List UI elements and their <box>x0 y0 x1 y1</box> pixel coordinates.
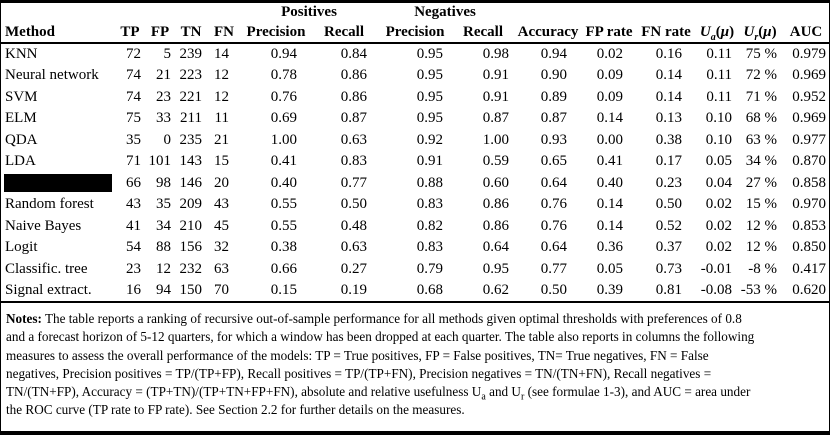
table-cell: 0.10 <box>705 110 733 127</box>
table-cell: 0.55 <box>270 196 297 213</box>
table-cell: 74 <box>126 88 141 105</box>
table-cell: 0.89 <box>540 88 568 105</box>
table-cell: -0.08 <box>697 280 737 302</box>
table-cell: -8 % <box>748 260 778 277</box>
table-cell: 0.04 <box>705 174 733 191</box>
table-cell: 0 <box>163 131 171 148</box>
table-cell: 75 % <box>745 46 778 62</box>
table-cell: 0.02 <box>705 239 733 256</box>
table-cell: 0.86 <box>482 217 510 234</box>
table-cell: 12 <box>156 260 171 277</box>
table-body <box>1 43 829 302</box>
table-cell: 143 <box>179 153 202 170</box>
table-row <box>1 280 829 302</box>
table-cell: 0.19 <box>311 280 377 302</box>
notes-line: the ROC curve (TP rate to FP rate). See Section 2.2 for further details on the measures. <box>6 402 465 418</box>
notes-line: measures to assess the overall performance of the models: TP = True positives, FP = False positives, TN= True negatives, FN = False <box>6 347 709 363</box>
notes-line: negatives, Precision positives = TP/(TP+FP), Recall positives = TP/(TP+FN), Precision negatives = TN/(TN+FN), Recall negatives = <box>6 365 712 381</box>
table-cell: 0.41 <box>270 153 297 170</box>
column-header: Recall <box>311 22 377 43</box>
table-cell: 0.64 <box>482 239 510 256</box>
table-cell: 209 <box>179 196 202 213</box>
table-cell: 0.95 <box>416 88 444 105</box>
table-cell: 0.60 <box>482 174 510 191</box>
table-cell: 150 <box>175 280 207 302</box>
table-row <box>1 130 829 152</box>
table-cell: 0.23 <box>655 174 683 191</box>
table-cell: 0.39 <box>583 280 635 302</box>
table-cell: 34 <box>156 217 171 234</box>
table-cell: -0.01 <box>700 260 733 277</box>
method-cell: KNN <box>5 46 38 62</box>
table-row <box>1 194 829 216</box>
notes-line <box>6 310 824 328</box>
table-cell: 0.15 <box>241 280 311 302</box>
table-cell: 223 <box>179 67 202 84</box>
table-cell: 54 <box>126 239 141 256</box>
table-row <box>1 65 829 87</box>
table-cell: 0.87 <box>540 110 568 127</box>
table-cell: 0.62 <box>453 280 513 302</box>
table-cell: 0.14 <box>596 196 624 213</box>
table-cell: 45 <box>214 217 229 234</box>
notes-line: TN/(TN+FP), Accuracy = (TP+TN)/(TP+TN+FP+FN), absolute and relative usefulness $U_a$ and $U_r$ (see formulae 1-3), and AUC = area under <box>6 384 751 402</box>
group-header-spacer <box>1 3 241 22</box>
table-cell: 43 <box>126 196 141 213</box>
table-cell: 0.37 <box>655 239 683 256</box>
table-cell: 15 <box>214 153 229 170</box>
notes-text-rest <box>6 328 824 419</box>
table-cell: 66 <box>126 174 141 191</box>
column-header: Precision <box>241 22 311 43</box>
table-cell: 23 <box>126 260 141 277</box>
table-cell: 0.05 <box>705 153 733 170</box>
table-cell: 0.850 <box>792 239 827 256</box>
table-cell: 75 <box>126 110 141 127</box>
table-cell: 15 % <box>745 196 778 213</box>
table-cell: 12 <box>214 88 229 105</box>
table-cell: 0.73 <box>655 260 683 277</box>
table-notes <box>1 303 829 420</box>
table-cell: 0.66 <box>270 260 297 277</box>
table-cell: 0.11 <box>706 46 733 62</box>
table-cell: 35 <box>156 196 171 213</box>
table-cell: 0.91 <box>416 153 444 170</box>
table-cell: 14 <box>214 46 229 62</box>
table-cell: 0.94 <box>270 46 297 62</box>
table-cell: 0.970 <box>792 196 827 213</box>
group-header-spacer <box>513 3 829 22</box>
table-cell: 221 <box>179 88 202 105</box>
table-cell: 0.36 <box>596 239 624 256</box>
column-header: TP <box>115 22 145 43</box>
table-cell: 35 <box>126 131 141 148</box>
table-cell: 0.95 <box>416 110 444 127</box>
table-row <box>1 43 829 65</box>
table-cell: 0.02 <box>596 46 624 62</box>
table-cell: 0.92 <box>416 131 444 148</box>
table-cell: 0.16 <box>655 46 683 62</box>
table-cell: 88 <box>156 239 171 256</box>
table-cell: 0.50 <box>513 280 583 302</box>
method-cell: ELM <box>5 110 37 127</box>
table-cell: 16 <box>115 280 145 302</box>
table-cell: 0.41 <box>596 153 624 170</box>
table-row <box>1 151 829 173</box>
table-row <box>1 87 829 109</box>
notes-label: Notes: <box>6 311 42 326</box>
column-header: Method <box>1 22 115 43</box>
column-header: AUC <box>783 22 829 43</box>
group-header-positives: Positives <box>281 4 337 20</box>
table-cell: 12 <box>214 67 229 84</box>
table-cell: 21 <box>214 131 229 148</box>
table-cell: 0.417 <box>792 260 827 277</box>
table-cell: 0.40 <box>270 174 297 191</box>
table-cell: 63 <box>214 260 229 277</box>
method-cell: Random forest <box>5 196 94 213</box>
table-row <box>1 173 829 195</box>
table-cell: 0.95 <box>416 46 444 62</box>
table-cell: 71 <box>126 153 141 170</box>
table-cell: 0.858 <box>792 174 827 191</box>
table-row <box>1 259 829 281</box>
table-cell: 0.86 <box>340 67 368 84</box>
table-cell: 0.14 <box>596 217 624 234</box>
table-cell: 1.00 <box>482 131 510 148</box>
table-cell: 5 <box>163 46 171 62</box>
table-cell: 0.14 <box>655 88 683 105</box>
table-cell: 0.09 <box>596 88 624 105</box>
table-cell: 0.95 <box>416 67 444 84</box>
table-cell: 101 <box>148 153 171 170</box>
table-cell: 232 <box>179 260 202 277</box>
table-cell: 74 <box>126 67 141 84</box>
method-cell: Logit <box>5 239 38 256</box>
table-cell: 0.11 <box>706 88 733 105</box>
table-cell: 0.853 <box>792 217 827 234</box>
table-cell: 0.83 <box>416 196 444 213</box>
table-cell: 0.38 <box>270 239 297 256</box>
column-header: TN <box>175 22 207 43</box>
table-cell: 0.14 <box>655 67 683 84</box>
table-cell: 12 % <box>745 217 778 234</box>
column-header: $U_a(\mu)$ <box>697 22 737 43</box>
method-cell: Neural network <box>5 67 99 84</box>
table-cell: 20 <box>214 174 229 191</box>
table-cell: 0.68 <box>377 280 453 302</box>
table-cell: 0.79 <box>416 260 444 277</box>
column-header: Precision <box>377 22 453 43</box>
table-cell: 0.02 <box>705 196 733 213</box>
notes-line: and a forecast horizon of 5-12 quarters, for which a window has been dropped at each quarter. The table also reports in columns the following <box>6 329 755 345</box>
table-cell: 0.870 <box>792 153 827 170</box>
table-cell: 0.05 <box>596 260 624 277</box>
table-cell: 70 <box>207 280 241 302</box>
table-cell: 0.76 <box>540 217 568 234</box>
table-cell: 0.13 <box>655 110 683 127</box>
table-cell: 63 % <box>745 131 778 148</box>
table-cell: 0.40 <box>596 174 624 191</box>
table-cell: 0.88 <box>416 174 444 191</box>
table-cell: 0.91 <box>482 88 510 105</box>
table-cell: 0.09 <box>596 67 624 84</box>
table-cell: 0.69 <box>270 110 297 127</box>
method-cell: QDA <box>5 131 38 148</box>
method-cell: LDA <box>5 153 36 170</box>
table-cell: 0.50 <box>340 196 368 213</box>
redaction-bar <box>4 174 112 192</box>
table-cell: 0.50 <box>655 196 683 213</box>
notes-text: The table reports a ranking of recursive out-of-sample performance for all methods given optimal thresholds with preferences of 0.8 <box>44 311 742 326</box>
results-table <box>1 3 829 303</box>
table-cell: 0.11 <box>706 67 733 84</box>
table-cell: 68 % <box>745 110 778 127</box>
table-cell: 0.977 <box>792 131 827 148</box>
table-cell: 0.64 <box>540 239 568 256</box>
table-cell: 27 % <box>745 174 778 191</box>
table-cell: 0.64 <box>540 174 568 191</box>
table-cell: 0.952 <box>792 88 827 105</box>
table-cell: 235 <box>179 131 202 148</box>
table-cell: 0.14 <box>596 110 624 127</box>
table-cell: 98 <box>156 174 171 191</box>
table-row <box>1 237 829 259</box>
table-cell: 0.83 <box>416 239 444 256</box>
table-cell: 0.77 <box>540 260 568 277</box>
table-cell: 41 <box>126 217 141 234</box>
table-cell: 0.52 <box>655 217 683 234</box>
table-cell: 146 <box>179 174 202 191</box>
table-cell: 0.94 <box>540 46 568 62</box>
column-header: FN <box>207 22 241 43</box>
table-cell: 94 <box>145 280 175 302</box>
table-cell: 21 <box>156 67 171 84</box>
table-cell: 71 % <box>745 88 778 105</box>
table-cell: 34 % <box>745 153 778 170</box>
method-cell: Classific. tree <box>5 260 88 277</box>
table-cell: 72 % <box>745 67 778 84</box>
method-cell: SVM <box>5 88 38 105</box>
table-cell: 0.00 <box>596 131 624 148</box>
table-cell: 0.02 <box>705 217 733 234</box>
table-cell: 0.95 <box>482 260 510 277</box>
table-cell: 0.63 <box>340 131 368 148</box>
table-cell: 0.979 <box>792 46 827 62</box>
table-cell: 0.38 <box>655 131 683 148</box>
table-cell: 0.17 <box>655 153 683 170</box>
table-row <box>1 216 829 238</box>
table-row <box>1 108 829 130</box>
column-header: Recall <box>453 22 513 43</box>
table-header <box>1 3 829 43</box>
table-cell: 33 <box>156 110 171 127</box>
table-cell: 23 <box>156 88 171 105</box>
table-cell: 0.93 <box>540 131 568 148</box>
column-header: FP rate <box>583 22 635 43</box>
table-cell: 0.10 <box>705 131 733 148</box>
table-cell: 0.620 <box>783 280 829 302</box>
table-cell: 32 <box>214 239 229 256</box>
table-cell: 0.83 <box>340 153 368 170</box>
table-cell: 0.969 <box>792 67 827 84</box>
table-cell: 0.98 <box>482 46 510 62</box>
table-cell: 211 <box>180 110 202 127</box>
table-cell: 0.90 <box>540 67 568 84</box>
table-cell: 210 <box>179 217 202 234</box>
method-cell-redacted <box>1 173 115 195</box>
table-cell: 0.84 <box>340 46 368 62</box>
table-cell: 11 <box>214 110 229 127</box>
table-cell: 0.86 <box>482 196 510 213</box>
table-cell: 72 <box>126 46 141 62</box>
table-cell: 239 <box>179 46 202 62</box>
table-cell: 156 <box>179 239 202 256</box>
table-cell: 0.969 <box>792 110 827 127</box>
column-header: FP <box>145 22 175 43</box>
method-cell: Signal extract. <box>1 280 115 302</box>
table-cell: 0.59 <box>482 153 510 170</box>
table-cell: 1.00 <box>270 131 297 148</box>
table-cell: 12 % <box>745 239 778 256</box>
column-header: Accuracy <box>513 22 583 43</box>
table-cell: 0.65 <box>540 153 568 170</box>
table-cell: 0.76 <box>540 196 568 213</box>
table-cell: 0.63 <box>340 239 368 256</box>
table-cell: 0.48 <box>340 217 368 234</box>
column-header: FN rate <box>635 22 697 43</box>
table-cell: 0.78 <box>270 67 297 84</box>
table-cell: -53 % <box>737 280 783 302</box>
table-cell: 0.82 <box>416 217 444 234</box>
table-cell: 0.81 <box>635 280 697 302</box>
table-cell: 0.87 <box>340 110 368 127</box>
method-cell: Naive Bayes <box>5 217 82 234</box>
table-cell: 0.27 <box>340 260 368 277</box>
table-cell: 43 <box>214 196 229 213</box>
table-cell: 0.87 <box>482 110 510 127</box>
table-cell: 0.55 <box>270 217 297 234</box>
table-cell: 0.76 <box>270 88 297 105</box>
column-header: $U_r(\mu)$ <box>737 22 783 43</box>
group-header-negatives: Negatives <box>414 4 476 20</box>
table-cell: 0.86 <box>340 88 368 105</box>
table-cell: 0.77 <box>340 174 368 191</box>
table-cell: 0.91 <box>482 67 510 84</box>
